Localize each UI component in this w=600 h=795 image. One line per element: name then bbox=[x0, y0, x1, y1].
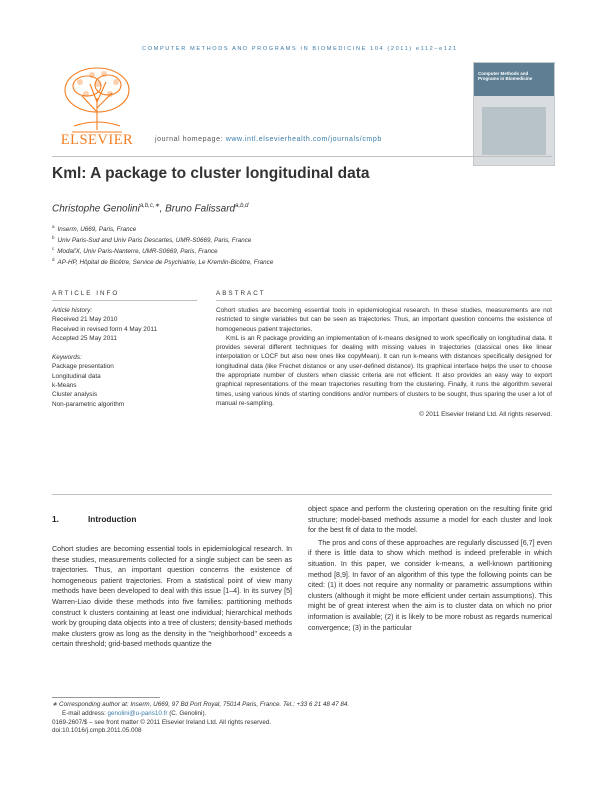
revised-date: Received in revised form 4 May 2011 bbox=[52, 325, 158, 333]
received-date: Received 21 May 2010 bbox=[52, 316, 118, 324]
keywords-label: Keywords: bbox=[52, 354, 82, 362]
accepted-date: Accepted 25 May 2011 bbox=[52, 334, 117, 342]
affiliation-text: Modal'X, Univ Paris-Nanterre, UMR-S0669, Paris, France bbox=[57, 248, 218, 256]
keyword: Package presentation bbox=[52, 363, 114, 371]
abstract-paragraph: Cohort studies are becoming essential tools in epidemiological research. In these studies, measurements are not restricted to single variables but can be seen as trajectories. Thus, an important question concerns the existence of homogeneous patient trajectories. bbox=[216, 307, 552, 333]
footnote-rule bbox=[52, 697, 160, 698]
email-owner: (C. Genolini). bbox=[169, 709, 207, 717]
affiliation bbox=[52, 235, 251, 244]
affiliation-text: AP-HP, Hôpital de Bicêtre, Service de Psychiatrie, Le Kremlin-Bicêtre, France bbox=[57, 259, 274, 267]
elsevier-wordmark: ELSEVIER bbox=[60, 132, 134, 148]
header-rule bbox=[52, 156, 552, 157]
journal-homepage bbox=[155, 136, 382, 143]
doi-line: doi:10.1016/j.cmpb.2011.05.008 bbox=[52, 727, 142, 735]
affiliation bbox=[52, 246, 218, 255]
issn-line: 0169-2607/$ – see front matter © 2011 Elsevier Ireland Ltd. All rights reserved. bbox=[52, 718, 272, 726]
article-info-rule bbox=[52, 300, 197, 301]
author-affiliation-marks: a,b,d bbox=[235, 203, 249, 209]
corresponding-author-note: ∗ Corresponding author at: Inserm, U669, 97 Bd Port Royal, 75014 Paris, France. Tel.: +33 6 21 48 47 84. bbox=[52, 701, 350, 708]
body-column-left bbox=[52, 544, 292, 650]
abstract-bottom-rule bbox=[52, 494, 552, 495]
email-line bbox=[52, 710, 452, 719]
footnotes bbox=[52, 701, 452, 736]
copyright-notice: © 2011 Elsevier Ireland Ltd. All rights reserved. bbox=[419, 411, 552, 419]
affiliation-text: Univ Paris-Sud and Univ Paris Descartes, UMR-S0669, Paris, France bbox=[57, 237, 252, 245]
author-name: Bruno Falissard bbox=[165, 203, 236, 215]
affiliation-mark: b bbox=[52, 235, 55, 240]
abstract-paragraph: KmL is an R package providing an implementation of k-means designed to work specifically on longitudinal data. It provides several different techniques for dealing with missing values in trajectories (classical ones like linear interpolation or LOCF but also new ones like copyMean). It can run k-means with distances specifically designed for longitudinal data (like Frechet distance or any user-defined distance). Its graphical interface helps the user to choose the appropriate number of clusters when classic criteria are not efficient. It also provides an easy way to export graphical representations of the mean trajectories resulting from the clustering. Finally, it runs the algorithm several times, using various kinds of starting conditions and/or numbers of clusters to be sought, thus sparing the user a lot of manual re-sampling. bbox=[216, 334, 552, 407]
affiliation-mark: c bbox=[52, 246, 55, 251]
author-list: Christophe Genolini$^{a,b,c,∗}$, Bruno Falissard$^{a,b,d}$ bbox=[52, 203, 249, 215]
affiliation-text: Inserm, U669, Paris, France bbox=[57, 226, 137, 234]
article-info-heading: ARTICLE INFO bbox=[52, 290, 120, 297]
abstract-heading: ABSTRACT bbox=[216, 290, 266, 297]
cover-title: Computer Methods and Programs in Biomedicine bbox=[478, 71, 533, 82]
article-title: Kml: A package to cluster longitudinal data bbox=[52, 165, 370, 182]
section-heading-introduction bbox=[52, 514, 136, 524]
body-paragraph: Cohort studies are becoming essential tools in epidemiological research. In these studies, measurements collected for a single subject can be seen as trajectories. Thus, an important question concerns the existence of homogeneous patient trajectories. From a statistical point of view many methods have been developed to deal with this issue [1–4]. In its survey [5] Warren-Liao divide these methods into five families: partitioning methods construct k clusters containing at least one individual; hierarchical methods work by grouping data objects into a tree of clusters; density-based methods make clusters grow as long as the density in the "neighborhood" exceeds a certain threshold; grid-based methods quantize the bbox=[52, 545, 292, 649]
abstract-body bbox=[216, 306, 552, 420]
journal-citation-line: COMPUTER METHODS AND PROGRAMS IN BIOMEDICINE 104 (2011) e112–e121 bbox=[142, 46, 458, 52]
keyword: Cluster analysis bbox=[52, 391, 98, 399]
keyword: Longitudinal data bbox=[52, 372, 101, 380]
abstract-rule bbox=[216, 300, 552, 301]
keyword: Non-parametric algorithm bbox=[52, 400, 125, 408]
body-column-right bbox=[308, 504, 552, 633]
section-number: 1. bbox=[52, 514, 59, 524]
author-name: Christophe Genolini bbox=[52, 203, 140, 215]
cover-picture bbox=[482, 107, 546, 155]
body-paragraph: The pros and cons of these approaches are regularly discussed [6,7] even if there is little data to show which method is indeed preferable in which situation. In this paper, we consider k-means, a well-known partitioning method [8,9]. In favor of an algorithm of this type the following points can be cited: (1) it does not require any normality or parametric assumptions within clusters (although it might be more efficient under certain assumptions). This might be of great interest when the aim is to cluster data on which no prior information is available; (2) it is likely to be more robust as regards numerical convergence; (3) in the particular bbox=[308, 538, 552, 632]
email-link[interactable]: genolini@u-paris10.fr bbox=[107, 709, 168, 717]
email-label: E-mail address: bbox=[62, 709, 106, 717]
homepage-link[interactable]: www.intl.elsevierhealth.com/journals/cmpb bbox=[225, 136, 382, 143]
author-affiliation-marks: a,b,c,∗ bbox=[139, 203, 160, 209]
body-paragraph: object space and perform the clustering operation on the resulting finite grid structure; model-based methods assume a model for each cluster and look for the best fit of data to the model. bbox=[308, 505, 552, 535]
affiliation bbox=[52, 224, 136, 233]
article-info bbox=[52, 306, 197, 409]
homepage-label: journal homepage: bbox=[155, 136, 224, 143]
history-label: Article history: bbox=[52, 307, 93, 314]
section-title: Introduction bbox=[88, 514, 137, 524]
keyword: k-Means bbox=[52, 382, 77, 390]
journal-cover-image bbox=[473, 62, 555, 166]
affiliation-mark: d bbox=[52, 257, 55, 262]
affiliation bbox=[52, 257, 273, 266]
affiliation-mark: a bbox=[52, 224, 55, 229]
